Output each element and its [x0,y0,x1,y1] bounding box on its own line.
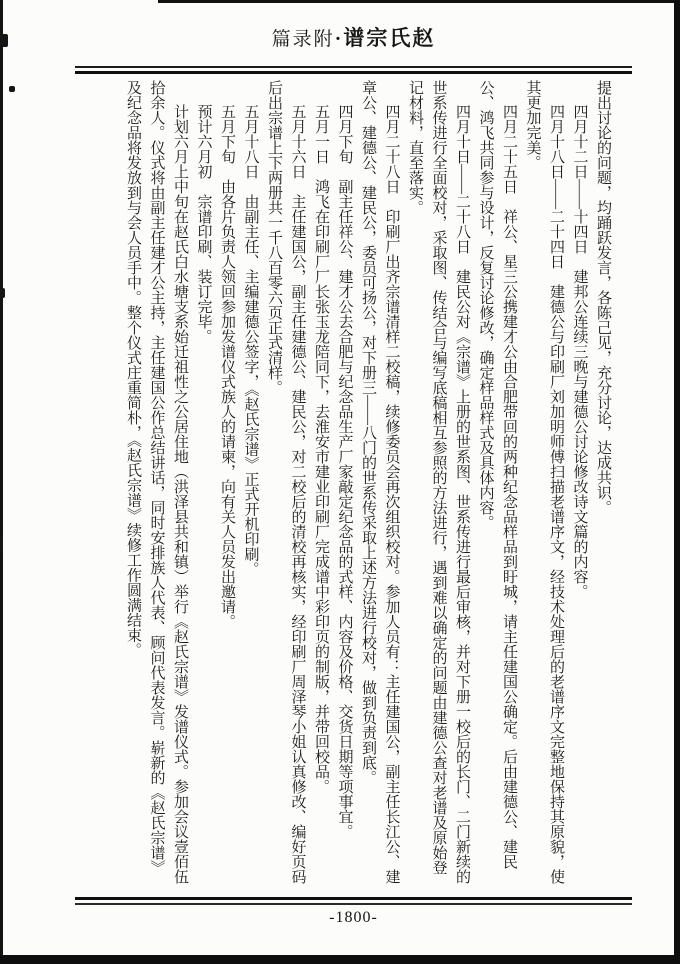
ink-speck [0,536,3,552]
genealogy-log-entry: 四月十日——二十八日 建民公对《宗谱》上册的世系图、世系传进行最后审核，并对下册一校后的长门、二门新续的世系传进行全面校对，采取图、传结合与编写底稿相互参照的方法进行，遇到难以确定的问题由建德公查对老谱及原始登记材料，直至落实。 [407,80,470,884]
ink-speck [0,34,8,47]
genealogy-log-entry: 四月十八日——二十四日 建德公与印刷厂刘加明师傅扫描老谱序文，经技术处理后的老谱序文完整地保持其原貌，使其更加完美。 [524,80,564,884]
scan-edge-top [158,0,680,3]
genealogy-log-entry: 四月十二日——十四日 建邦公连续三晚与建德公讨论修改诗文篇的内容。 [571,104,588,599]
page-header [75,26,632,53]
header-book-title: 谱宗氏赵 [343,26,436,50]
genealogy-log-entry: 四月二十八日 印刷厂出齐宗谱清样二校稿，续修委员会再次组织校对。参加人员有：主任建国公，副主任长江公、建章公、建德公、建民公，委员可扬公，对下册三——八门的世系传采取上述方法进行校对，做到负责到底。 [360,80,400,884]
scan-edge-left [0,0,3,964]
header-section-title: 篇录附 [271,29,335,50]
header-separator-dot: · [334,28,344,50]
footer-double-rule [75,897,632,905]
header-double-rule [75,66,632,74]
genealogy-log-entry: 计划六月上中旬在赵氏白水塘支系始迁祖性之公居住地（洪泽县共和镇）举行《赵氏宗谱》发谱仪式。参加会议壹佰伍拾余人。仪式将由副主任建才公主持，主任建国公作总结讲话，同时安排族人代表、顾问代表发言。崭新的《赵氏宗谱》及纪念品将发放到与会人员手中。整个仪式庄重简朴，《赵氏宗谱》续修工作圆满结束。 [125,80,188,884]
ink-speck [0,288,5,298]
genealogy-log-entry: 四月下旬 副主任祥公、建才公去合肥与纪念品生产厂家敲定纪念品的式样、内容及价格、交货日期等项事宜。 [336,104,353,839]
genealogy-log-entry: 预计六月初 宗谱印刷、装订完毕。 [195,104,212,344]
page-number: -1800- [329,909,378,926]
genealogy-log-entry: 五月下旬 由各片负责人领回参加发谱仪式族人的请柬，向有关人员发出邀请。 [219,104,235,629]
genealogy-log-entry: 四月二十五日 祥公、星三公携建才公由合肥带回的两种纪念品样品到盱城，请主任建国公确定。后由建德公、建民公、鸿飞共同参与设计，反复讨论修改，确定样品样式及具体内容。 [477,80,517,869]
genealogy-log-entry: 五月十六日 主任建国公，副主任建德公、建民公，对二校后的清校再核实，经印刷厂周泽琴小姐认真修改、编好页码后出宗谱上下两册共一千八百零六页正式清样。 [266,80,306,884]
scan-edge-right [674,0,680,964]
scan-edge-bottom [0,955,680,964]
genealogy-log-entry: 五月十八日 由副主任、主编建德公签字，《赵氏宗谱》正式开机印刷。 [242,104,259,577]
genealogy-log-entry: 五月一日 鸿飞在印刷厂厂长张玉龙陪同下，去淮安市建业印刷厂完成谱中彩印页的制版，并带回校品。 [313,104,329,794]
ink-speck [9,86,15,92]
text-body [68,80,614,888]
genealogy-log-entry: 提出讨论的问题，均踊跃发言，各陈己见，充分讨论，达成共识。 [595,80,611,515]
